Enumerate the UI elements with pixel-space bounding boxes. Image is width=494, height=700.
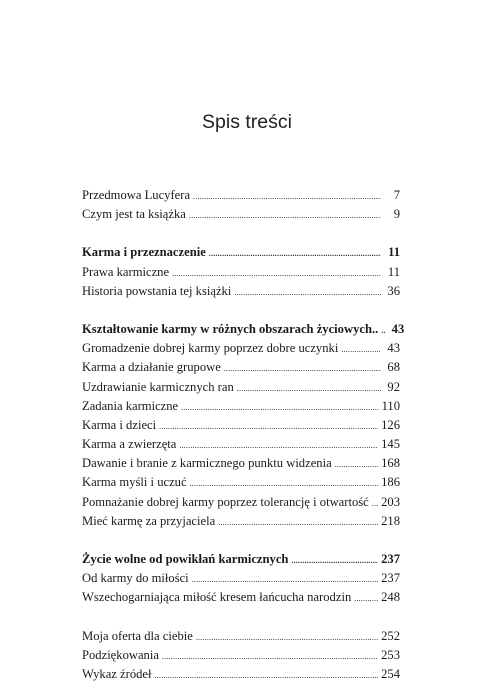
dot-leader	[190, 473, 379, 493]
toc-section	[82, 320, 405, 531]
toc-page-number: 36	[387, 283, 400, 298]
toc-chapter-entry	[82, 320, 405, 339]
toc-entry-title: Mieć karmę za przyjaciela	[82, 513, 216, 528]
dot-leader	[172, 263, 381, 283]
toc-entry	[82, 473, 400, 492]
toc-entry	[82, 282, 400, 301]
toc-entry-title: Dawanie i branie z karmicznego punktu widzenia	[82, 456, 332, 471]
dot-leader	[155, 665, 379, 685]
toc-page-number: 218	[381, 513, 400, 528]
page-title: Spis treści	[202, 111, 292, 133]
toc-entry-title: Moja oferta dla ciebie	[82, 628, 193, 643]
toc-entry	[82, 493, 400, 512]
toc-entry-title: Historia powstania tej książki	[82, 283, 232, 298]
toc-section	[82, 243, 400, 301]
toc-entry-title: Przedmowa Lucyfera	[82, 188, 191, 202]
toc-entry-title: Czym jest ta książka	[82, 207, 186, 222]
dot-leader	[372, 493, 378, 513]
toc-page-number: 110	[381, 398, 400, 413]
toc-entry	[82, 339, 400, 358]
toc-entry	[82, 588, 400, 607]
toc-page-number: 254	[381, 666, 400, 681]
toc-entry	[82, 397, 400, 416]
toc-page-number: 168	[381, 456, 400, 471]
toc-entry-title: Życie wolne od powikłań karmicznych	[82, 552, 289, 566]
toc-section	[82, 186, 400, 224]
toc-page-number: 68	[387, 360, 400, 375]
toc-entry	[82, 646, 400, 665]
dot-leader	[196, 627, 378, 647]
toc-entry-title: Od karmy do miłości	[82, 571, 189, 586]
toc-chapter-entry	[82, 550, 400, 569]
toc-page-number: 237	[381, 552, 400, 566]
dot-leader	[237, 378, 381, 398]
dot-leader	[193, 186, 381, 206]
toc-entry-title: Uzdrawianie karmicznych ran	[82, 379, 234, 394]
toc-page-number: 252	[381, 628, 400, 643]
toc-section	[82, 550, 400, 608]
toc-page-number: 203	[381, 494, 400, 509]
dot-leader	[335, 454, 378, 474]
toc-entry-title: Karma myśli i uczuć	[82, 475, 187, 490]
toc-entry-title: Wszechogarniająca miłość kresem łańcucha narodzin	[82, 590, 352, 605]
toc-entry	[82, 435, 400, 454]
toc-entry	[82, 454, 400, 473]
toc-entry	[82, 186, 400, 205]
toc-page-number: 145	[381, 437, 400, 452]
toc-page-number: 11	[388, 245, 400, 260]
dot-leader	[341, 339, 381, 359]
toc-page-number: 43	[387, 341, 400, 356]
dot-leader	[224, 358, 381, 378]
toc-entry	[82, 263, 400, 282]
toc-page-number: 92	[387, 379, 400, 394]
dot-leader	[159, 416, 378, 436]
dot-leader	[381, 320, 385, 340]
table-of-contents	[82, 186, 405, 684]
toc-entry-title: Karma a zwierzęta	[82, 437, 177, 452]
toc-entry	[82, 378, 400, 397]
toc-entry-title: Prawa karmiczne	[82, 264, 170, 279]
toc-section	[82, 627, 400, 685]
toc-entry-title: Wykaz źródeł	[82, 666, 152, 681]
toc-page-number: 9	[393, 207, 400, 222]
toc-entry	[82, 358, 400, 377]
toc-entry-title: Pomnażanie dobrej karmy poprzez tolerancję i otwartość	[82, 494, 369, 509]
dot-leader	[234, 282, 381, 302]
toc-entry	[82, 416, 400, 435]
dot-leader	[218, 512, 378, 532]
toc-entry-title: Kształtowanie karmy w różnych obszarach życiowych..	[82, 321, 379, 336]
dot-leader	[291, 550, 378, 570]
toc-page-number: 253	[381, 647, 400, 662]
toc-entry-title: Karma i przeznaczenie	[82, 245, 206, 260]
toc-entry-title: Karma i dzieci	[82, 417, 157, 432]
toc-page-number: 186	[381, 475, 400, 490]
toc-entry	[82, 665, 400, 684]
toc-page-number: 126	[381, 417, 400, 432]
toc-entry	[82, 205, 400, 224]
toc-entry-title: Gromadzenie dobrej karmy poprzez dobre uczynki	[82, 341, 339, 356]
toc-page-number: 248	[381, 590, 400, 605]
toc-page-number: 11	[387, 264, 400, 279]
toc-entry	[82, 627, 400, 646]
toc-chapter-entry	[82, 243, 400, 262]
toc-entry	[82, 569, 400, 588]
toc-page-number: 237	[381, 571, 400, 586]
dot-leader	[162, 646, 378, 666]
dot-leader	[181, 397, 378, 417]
dot-leader	[179, 435, 378, 455]
toc-entry-title: Karma a działanie grupowe	[82, 360, 221, 375]
toc-page-number: 43	[391, 321, 405, 336]
toc-page-number: 7	[393, 188, 400, 202]
toc-entry-title: Zadania karmiczne	[82, 398, 179, 413]
dot-leader	[189, 205, 381, 225]
dot-leader	[209, 243, 381, 263]
toc-entry-title: Podziękowania	[82, 647, 159, 662]
dot-leader	[354, 588, 378, 608]
toc-entry	[82, 512, 400, 531]
dot-leader	[192, 569, 378, 589]
